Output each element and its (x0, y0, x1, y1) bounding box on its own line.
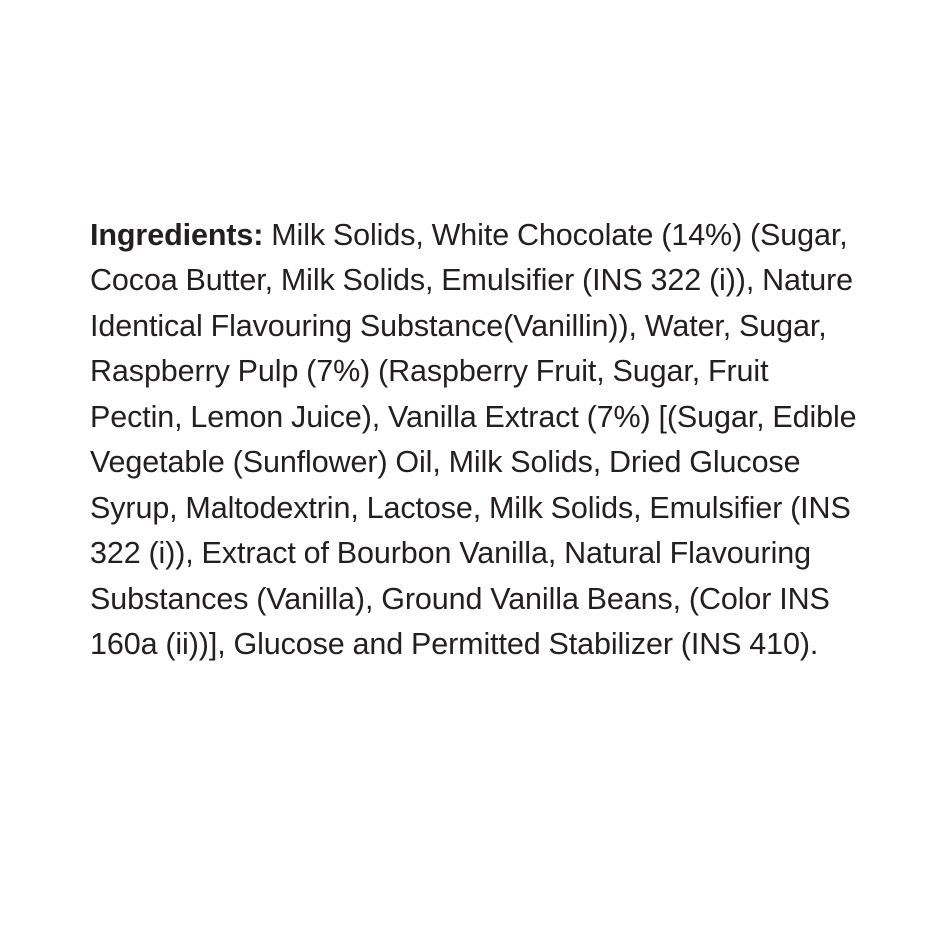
ingredients-block (90, 182, 865, 698)
ingredients-paragraph (90, 213, 865, 668)
ingredients-heading-label: Ingredients: (90, 217, 264, 252)
ingredients-list-text: Milk Solids, White Chocolate (14%) (Sugar, Cocoa Butter, Milk Solids, Emulsifier (INS 322 (i)), Nature Identical Flavouring Substance(Vanillin)), Water, Sugar, Raspberry Pulp (7%) (Raspberry Fruit, Sugar, Fruit Pectin, Lemon Juice), Vanilla Extract (7%) [(Sugar, Edible Vegetable (Sunflower) Oil, Milk Solids, Dried Glucose Syrup, Maltodextrin, Lactose, Milk Solids, Emulsifier (INS 322 (i)), Extract of Bourbon Vanilla, Natural Flavouring Substances (Vanilla), Ground Vanilla Beans, (Color INS 160a (ii))], Glucose and Permitted Stabilizer (INS 410). (90, 217, 857, 661)
